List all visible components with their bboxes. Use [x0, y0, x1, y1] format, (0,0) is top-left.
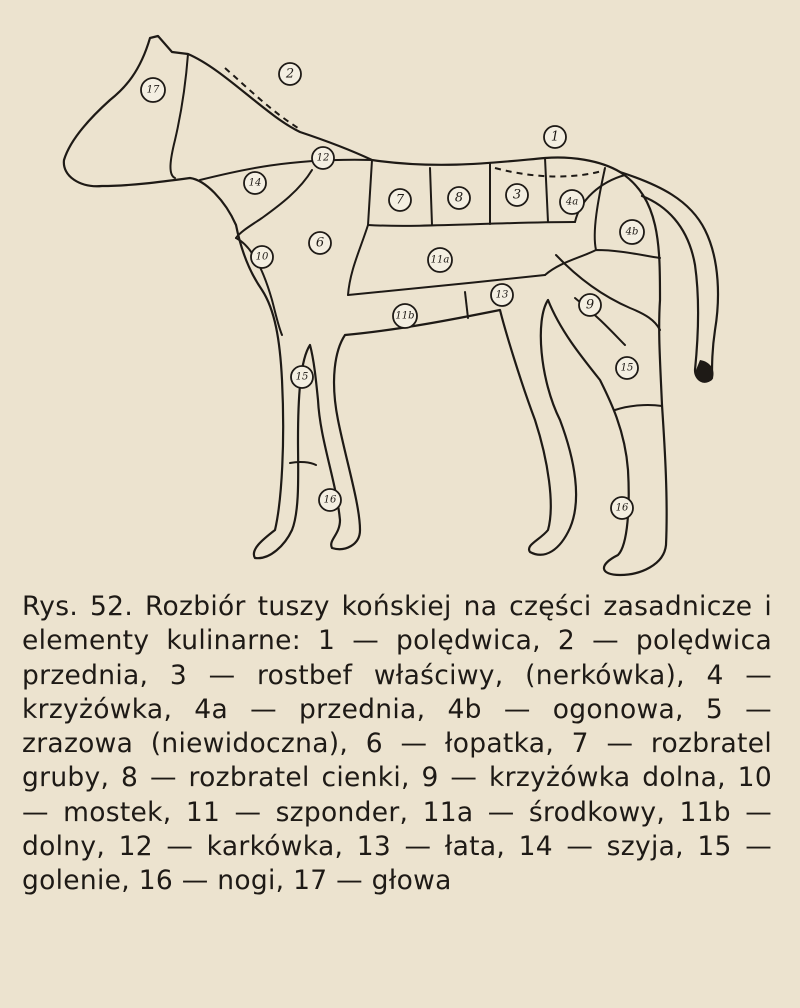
svg-text:17: 17	[146, 84, 160, 96]
badge-1	[544, 126, 566, 148]
badge-3	[506, 184, 528, 206]
badge-15-front	[291, 366, 313, 388]
horse-outline	[64, 36, 667, 575]
svg-text:7: 7	[395, 192, 405, 208]
svg-text:2: 2	[285, 66, 295, 82]
svg-text:11b: 11b	[395, 310, 415, 322]
badge-8	[448, 187, 470, 209]
svg-text:6: 6	[315, 235, 325, 251]
badge-12	[312, 147, 334, 169]
svg-text:15: 15	[295, 371, 309, 383]
badge-14	[244, 172, 266, 194]
figure-caption: Rys. 52. Rozbiór tuszy końskiej na części zasadnicze i elementy kulinarne: 1 — polędwica, 2 — polędwica przednia, 3 — rostbef właściwy, (nerkówka), 4 — krzyżówka, 4a — przednia, 4b — ogonowa, 5 — zrazowa (niewidoczna), 6 — łopatka, 7 — rozbratel gruby, 8 — rozbratel cienki, 9 — krzyżówka dolna, 10 — mostek, 11 — szponder, 11a — środkowy, 11b — dolny, 12 — karkówka, 13 — łata, 14 — szyja, 15 — golenie, 16 — nogi, 17 — głowa	[22, 591, 772, 897]
tail-tip	[696, 360, 714, 382]
tail-outline	[620, 172, 718, 382]
svg-text:4a: 4a	[565, 196, 579, 208]
badge-16-rear	[611, 497, 633, 519]
svg-text:12: 12	[316, 152, 330, 164]
badge-13	[491, 284, 513, 306]
badge-17	[141, 78, 165, 102]
badge-4b	[620, 220, 644, 244]
badge-7	[389, 189, 411, 211]
badge-4a	[560, 190, 584, 214]
badge-9	[579, 294, 601, 316]
svg-text:15: 15	[620, 362, 634, 374]
badge-15-rear	[616, 357, 638, 379]
svg-text:11a: 11a	[430, 254, 450, 266]
svg-text:9: 9	[585, 297, 595, 313]
svg-text:10: 10	[255, 251, 269, 263]
cut-1-dashed	[495, 168, 605, 177]
svg-text:4b: 4b	[625, 226, 639, 238]
badge-11b	[393, 304, 417, 328]
svg-text:1: 1	[550, 129, 560, 145]
svg-text:3: 3	[512, 187, 522, 203]
badge-6	[309, 232, 331, 254]
badge-16-front	[319, 489, 341, 511]
cut-lines	[170, 54, 662, 465]
svg-text:8: 8	[454, 190, 464, 206]
svg-text:16: 16	[323, 494, 337, 506]
badge-10	[251, 246, 273, 268]
badge-2	[279, 63, 301, 85]
svg-text:16: 16	[615, 502, 629, 514]
svg-text:14: 14	[248, 177, 262, 189]
svg-text:13: 13	[495, 289, 509, 301]
badge-11a	[428, 248, 452, 272]
